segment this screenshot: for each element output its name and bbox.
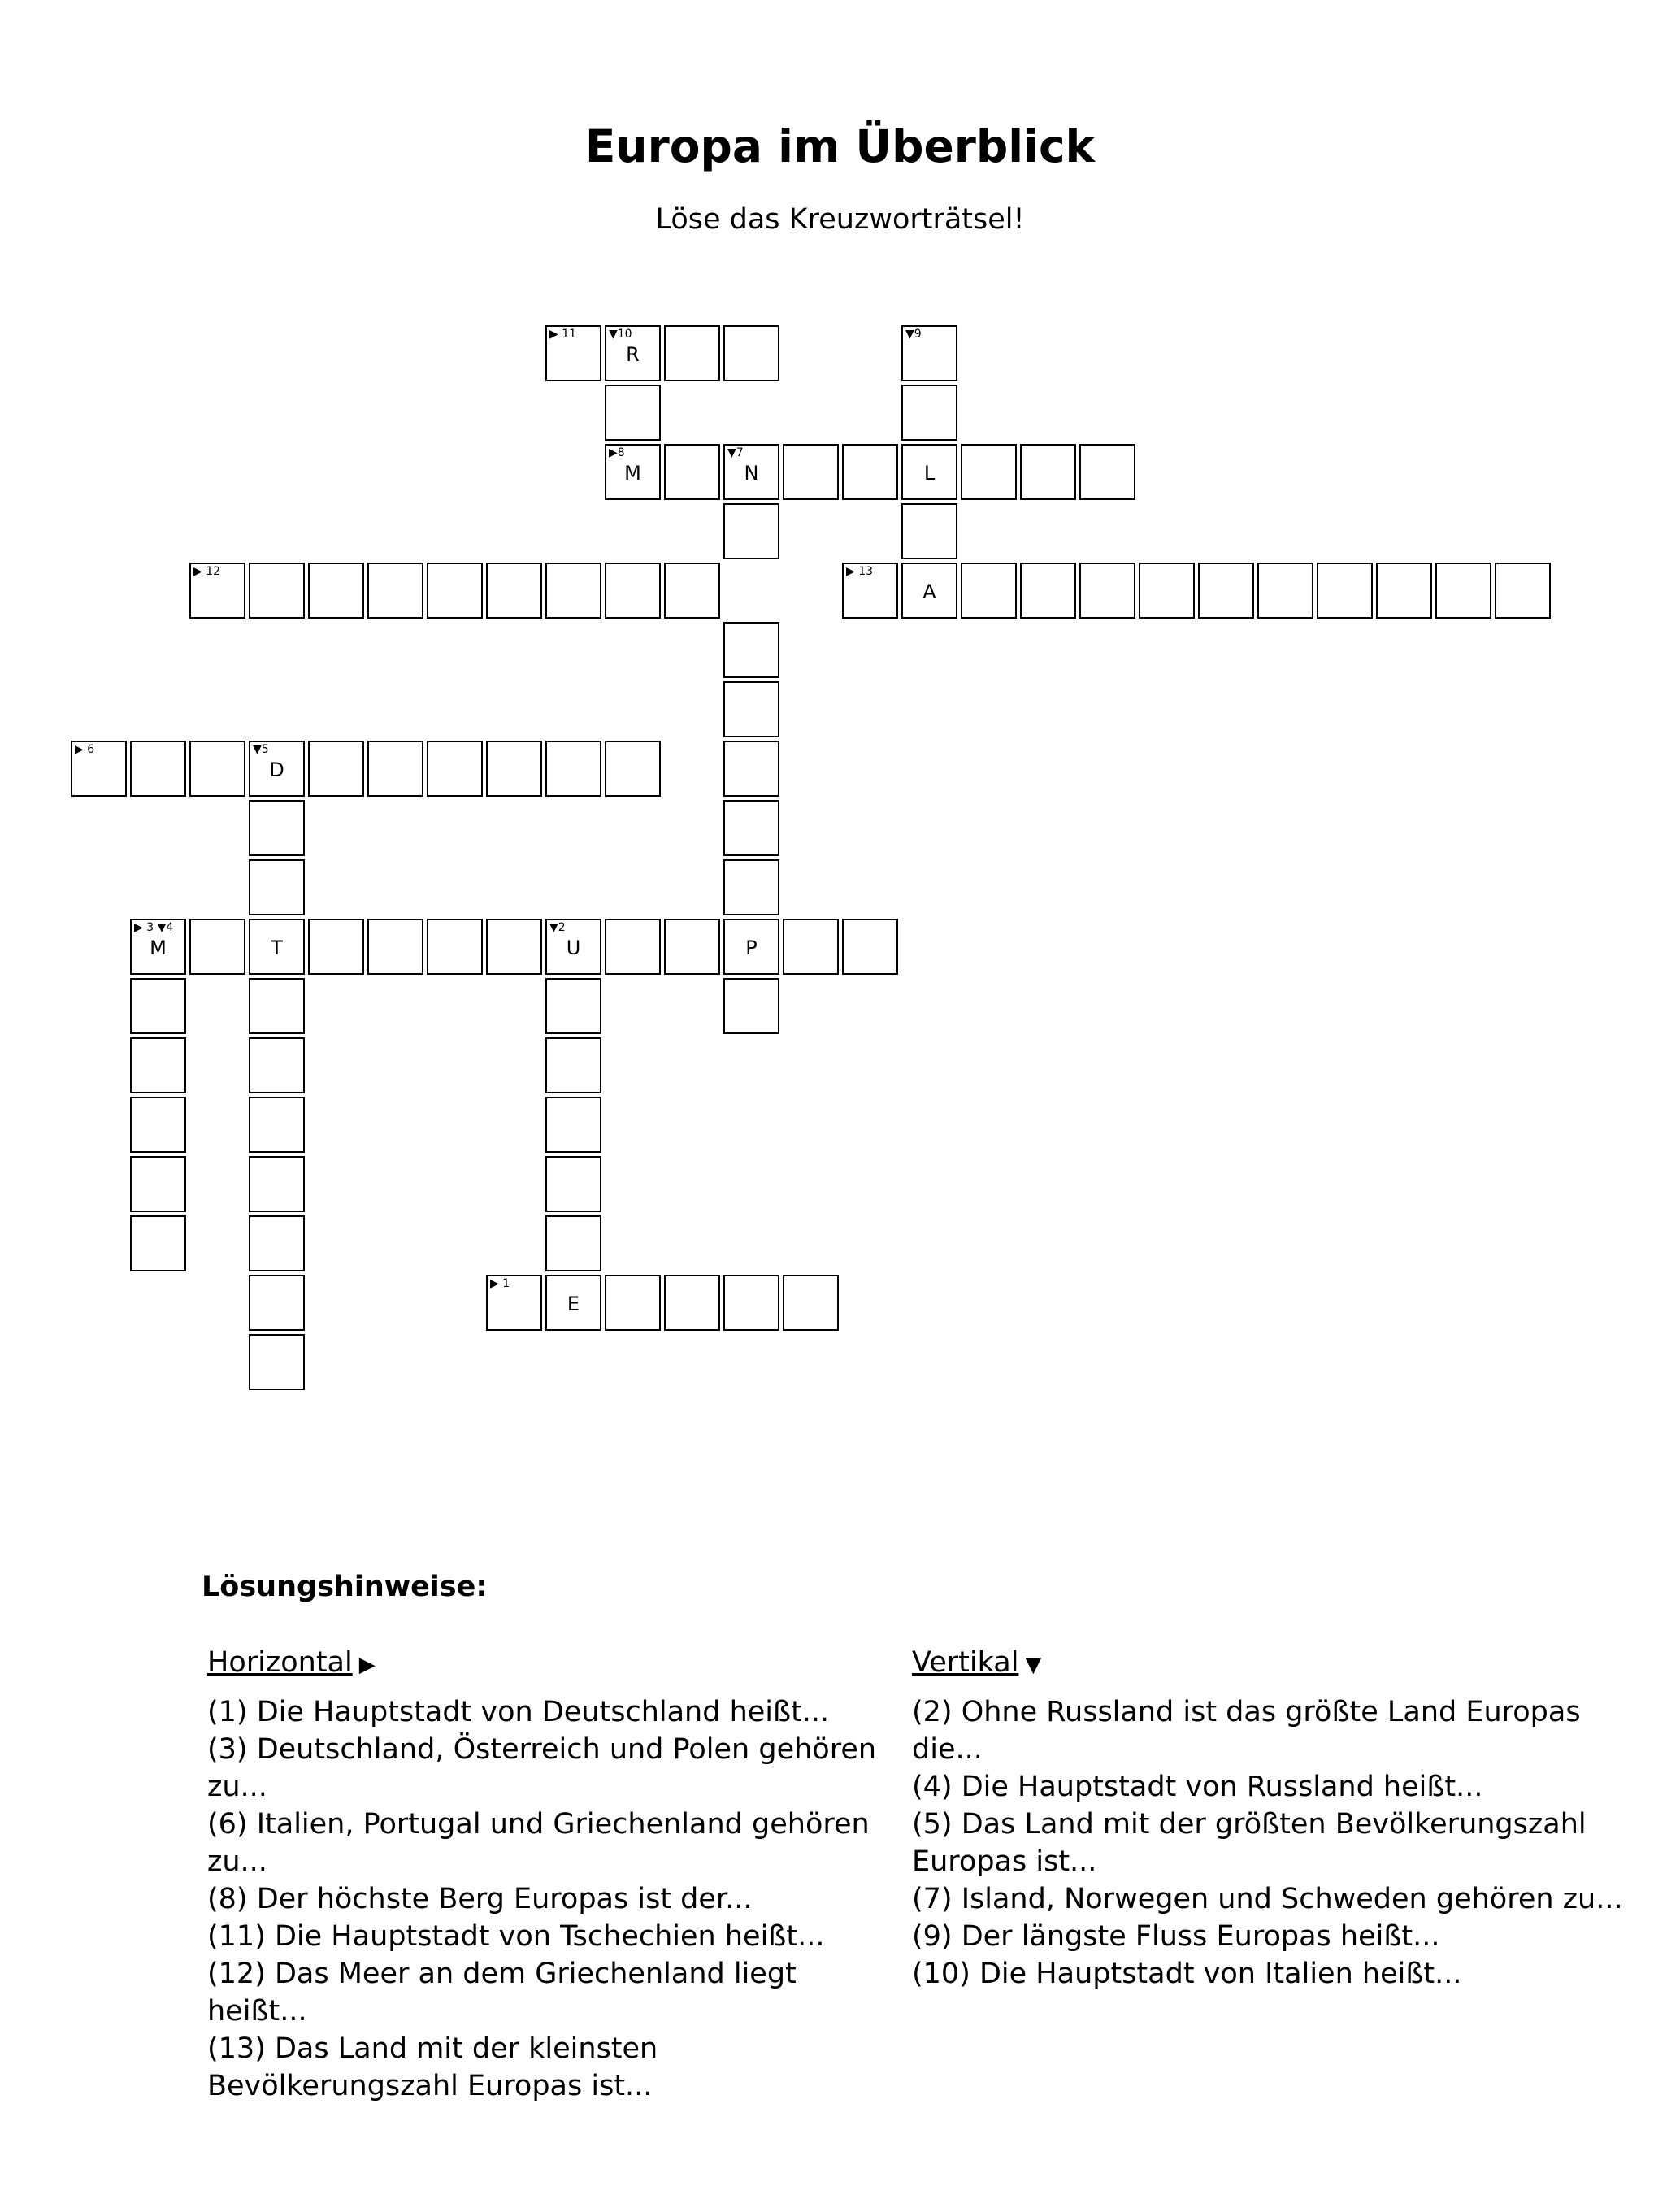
clue-vertical-2: (2) Ohne Russland ist das größte Land Europas die... bbox=[912, 1696, 1581, 1766]
crossword-cell[interactable] bbox=[545, 1097, 601, 1153]
clue-vertical-9: (9) Der längste Fluss Europas heißt... bbox=[912, 1920, 1440, 1953]
crossword-cell[interactable] bbox=[427, 563, 483, 619]
crossword-cell[interactable] bbox=[664, 919, 720, 975]
crossword-cell[interactable] bbox=[189, 563, 245, 619]
crossword-cell[interactable] bbox=[545, 1275, 601, 1331]
crossword-cell[interactable] bbox=[249, 1037, 305, 1093]
arrow-right-icon: ▶ bbox=[358, 1653, 376, 1677]
crossword-cell[interactable] bbox=[664, 444, 720, 500]
crossword-cell[interactable] bbox=[249, 1334, 305, 1390]
crossword-cell[interactable] bbox=[961, 563, 1017, 619]
clue-number: ▶ 12 bbox=[193, 565, 221, 578]
clue-number: ▶ 6 bbox=[75, 743, 95, 756]
crossword-cell[interactable] bbox=[189, 741, 245, 797]
crossword-cell[interactable] bbox=[605, 444, 661, 500]
crossword-cell[interactable] bbox=[605, 1275, 661, 1331]
clue-number: ▼9 bbox=[905, 328, 922, 341]
crossword-cell[interactable] bbox=[901, 444, 957, 500]
cell-letter: T bbox=[271, 937, 283, 959]
clue-horizontal-13: (13) Das Land mit der kleinsten Bevölkerungszahl Europas ist... bbox=[207, 2032, 658, 2102]
horizontal-heading: Horizontal ▶ bbox=[207, 1644, 898, 1684]
crossword-cell[interactable] bbox=[545, 741, 601, 797]
cell-letter: P bbox=[745, 937, 758, 959]
crossword-cell[interactable] bbox=[130, 741, 186, 797]
crossword-cell[interactable] bbox=[545, 919, 601, 975]
crossword-cell[interactable] bbox=[427, 741, 483, 797]
crossword-cell[interactable] bbox=[1020, 444, 1076, 500]
crossword-cell[interactable] bbox=[249, 1097, 305, 1153]
crossword-cell[interactable] bbox=[783, 1275, 839, 1331]
crossword-cell[interactable] bbox=[249, 1215, 305, 1271]
crossword-cell[interactable] bbox=[545, 325, 601, 381]
crossword-cell[interactable] bbox=[842, 563, 898, 619]
clue-number: ▼10 bbox=[609, 328, 632, 341]
crossword-cell[interactable] bbox=[545, 563, 601, 619]
clue-vertical-10: (10) Die Hauptstadt von Italien heißt... bbox=[912, 1958, 1462, 1990]
crossword-cell[interactable] bbox=[605, 741, 661, 797]
crossword-cell[interactable] bbox=[605, 919, 661, 975]
crossword-cell[interactable] bbox=[605, 385, 661, 441]
crossword-cell[interactable] bbox=[71, 741, 127, 797]
crossword-cell[interactable] bbox=[427, 919, 483, 975]
crossword-cell[interactable] bbox=[1495, 563, 1551, 619]
crossword-cell[interactable] bbox=[723, 919, 779, 975]
crossword-cell[interactable] bbox=[367, 563, 423, 619]
crossword-cell[interactable] bbox=[486, 563, 542, 619]
crossword-cell[interactable] bbox=[901, 385, 957, 441]
crossword-cell[interactable] bbox=[723, 859, 779, 915]
cell-letter: N bbox=[744, 462, 759, 485]
crossword-cell[interactable] bbox=[249, 978, 305, 1034]
clue-number: ▶ 11 bbox=[549, 328, 577, 341]
cell-letter: L bbox=[923, 462, 936, 485]
crossword-cell[interactable] bbox=[723, 444, 779, 500]
crossword-cell[interactable] bbox=[1257, 563, 1313, 619]
crossword-cell[interactable] bbox=[664, 325, 720, 381]
crossword-cell[interactable] bbox=[486, 1275, 542, 1331]
crossword-cell[interactable] bbox=[842, 444, 898, 500]
crossword-cell[interactable] bbox=[130, 978, 186, 1034]
crossword-cell[interactable] bbox=[367, 919, 423, 975]
crossword-cell[interactable] bbox=[901, 503, 957, 559]
clue-number: ▶8 bbox=[609, 446, 625, 459]
crossword-cell[interactable] bbox=[783, 444, 839, 500]
crossword-cell[interactable] bbox=[367, 741, 423, 797]
crossword-cell[interactable] bbox=[308, 919, 364, 975]
crossword-cell[interactable] bbox=[545, 978, 601, 1034]
crossword-cell[interactable] bbox=[545, 1037, 601, 1093]
crossword-cell[interactable] bbox=[249, 1275, 305, 1331]
crossword-cell[interactable] bbox=[130, 1215, 186, 1271]
hints-title: Lösungshinweise: bbox=[202, 1571, 488, 1603]
crossword-cell[interactable] bbox=[723, 503, 779, 559]
cell-letter: M bbox=[624, 462, 641, 485]
page-title: Europa im Überblick bbox=[584, 120, 1096, 172]
crossword-cell[interactable] bbox=[1198, 563, 1254, 619]
clue-number: ▶ 1 bbox=[490, 1277, 510, 1290]
clue-vertical-5: (5) Das Land mit der größten Bevölkerungszahl Europas ist... bbox=[912, 1808, 1587, 1878]
crossword-cell[interactable] bbox=[1317, 563, 1373, 619]
crossword-cell[interactable] bbox=[249, 741, 305, 797]
crossword-cell[interactable] bbox=[1376, 563, 1432, 619]
crossword-cell[interactable] bbox=[1435, 563, 1491, 619]
vertical-clues bbox=[912, 1644, 1643, 1993]
clue-vertical-7: (7) Island, Norwegen und Schweden gehören zu... bbox=[912, 1883, 1623, 1915]
clue-horizontal-12: (12) Das Meer an dem Griechenland liegt heißt... bbox=[207, 1958, 797, 2028]
crossword-cell[interactable] bbox=[545, 1215, 601, 1271]
crossword-cell[interactable] bbox=[130, 1037, 186, 1093]
crossword-cell[interactable] bbox=[130, 919, 186, 975]
crossword-cell[interactable] bbox=[723, 681, 779, 737]
crossword-cell[interactable] bbox=[1079, 563, 1135, 619]
crossword-cell[interactable] bbox=[901, 325, 957, 381]
clue-number: ▶ 3 ▼4 bbox=[134, 921, 174, 934]
crossword-cell[interactable] bbox=[130, 1156, 186, 1212]
arrow-down-icon: ▼ bbox=[1025, 1653, 1042, 1677]
crossword-cell[interactable] bbox=[1020, 563, 1076, 619]
cell-letter: A bbox=[922, 580, 936, 603]
vertical-heading: Vertikal ▼ bbox=[912, 1644, 1643, 1684]
crossword-cell[interactable] bbox=[901, 563, 957, 619]
clue-horizontal-3: (3) Deutschland, Österreich und Polen gehören zu... bbox=[207, 1733, 877, 1803]
crossword-cell[interactable] bbox=[605, 325, 661, 381]
clue-number: ▼2 bbox=[549, 921, 566, 934]
crossword-cell[interactable] bbox=[783, 919, 839, 975]
crossword-cell[interactable] bbox=[308, 563, 364, 619]
crossword-cell[interactable] bbox=[723, 978, 779, 1034]
crossword-cell[interactable] bbox=[249, 859, 305, 915]
crossword-cell[interactable] bbox=[486, 919, 542, 975]
crossword-cell[interactable] bbox=[723, 1275, 779, 1331]
crossword-cell[interactable] bbox=[605, 563, 661, 619]
crossword-cell[interactable] bbox=[961, 444, 1017, 500]
crossword-cell[interactable] bbox=[1139, 563, 1195, 619]
crossword-cell[interactable] bbox=[308, 741, 364, 797]
clue-vertical-4: (4) Die Hauptstadt von Russland heißt... bbox=[912, 1771, 1483, 1803]
crossword-cell[interactable] bbox=[545, 1156, 601, 1212]
crossword-cell[interactable] bbox=[723, 741, 779, 797]
clue-number: ▼7 bbox=[727, 446, 744, 459]
crossword-cell[interactable] bbox=[249, 800, 305, 856]
page-subtitle: Löse das Kreuzworträtsel! bbox=[655, 203, 1025, 236]
cell-letter: D bbox=[269, 758, 284, 781]
cell-letter: M bbox=[150, 937, 167, 959]
clue-number: ▼5 bbox=[253, 743, 269, 756]
horizontal-clues bbox=[207, 1644, 898, 2105]
crossword-cell[interactable] bbox=[842, 919, 898, 975]
crossword-cell[interactable] bbox=[1079, 444, 1135, 500]
cell-letter: E bbox=[567, 1293, 580, 1315]
crossword-cell[interactable] bbox=[130, 1097, 186, 1153]
crossword-cell[interactable] bbox=[249, 919, 305, 975]
cell-letter: U bbox=[566, 937, 581, 959]
crossword-cell[interactable] bbox=[486, 741, 542, 797]
crossword-cell[interactable] bbox=[664, 563, 720, 619]
crossword-cell[interactable] bbox=[249, 563, 305, 619]
crossword-cell[interactable] bbox=[189, 919, 245, 975]
crossword-cell[interactable] bbox=[723, 800, 779, 856]
crossword-cell[interactable] bbox=[723, 622, 779, 678]
cell-letter: R bbox=[626, 343, 640, 366]
clue-horizontal-8: (8) Der höchste Berg Europas ist der... bbox=[207, 1883, 753, 1915]
clue-horizontal-11: (11) Die Hauptstadt von Tschechien heißt... bbox=[207, 1920, 825, 1953]
clue-horizontal-1: (1) Die Hauptstadt von Deutschland heißt... bbox=[207, 1696, 830, 1728]
crossword-cell[interactable] bbox=[664, 1275, 720, 1331]
clue-horizontal-6: (6) Italien, Portugal und Griechenland gehören zu... bbox=[207, 1808, 870, 1878]
crossword-cell[interactable] bbox=[723, 325, 779, 381]
crossword-cell[interactable] bbox=[249, 1156, 305, 1212]
clue-number: ▶ 13 bbox=[846, 565, 874, 578]
